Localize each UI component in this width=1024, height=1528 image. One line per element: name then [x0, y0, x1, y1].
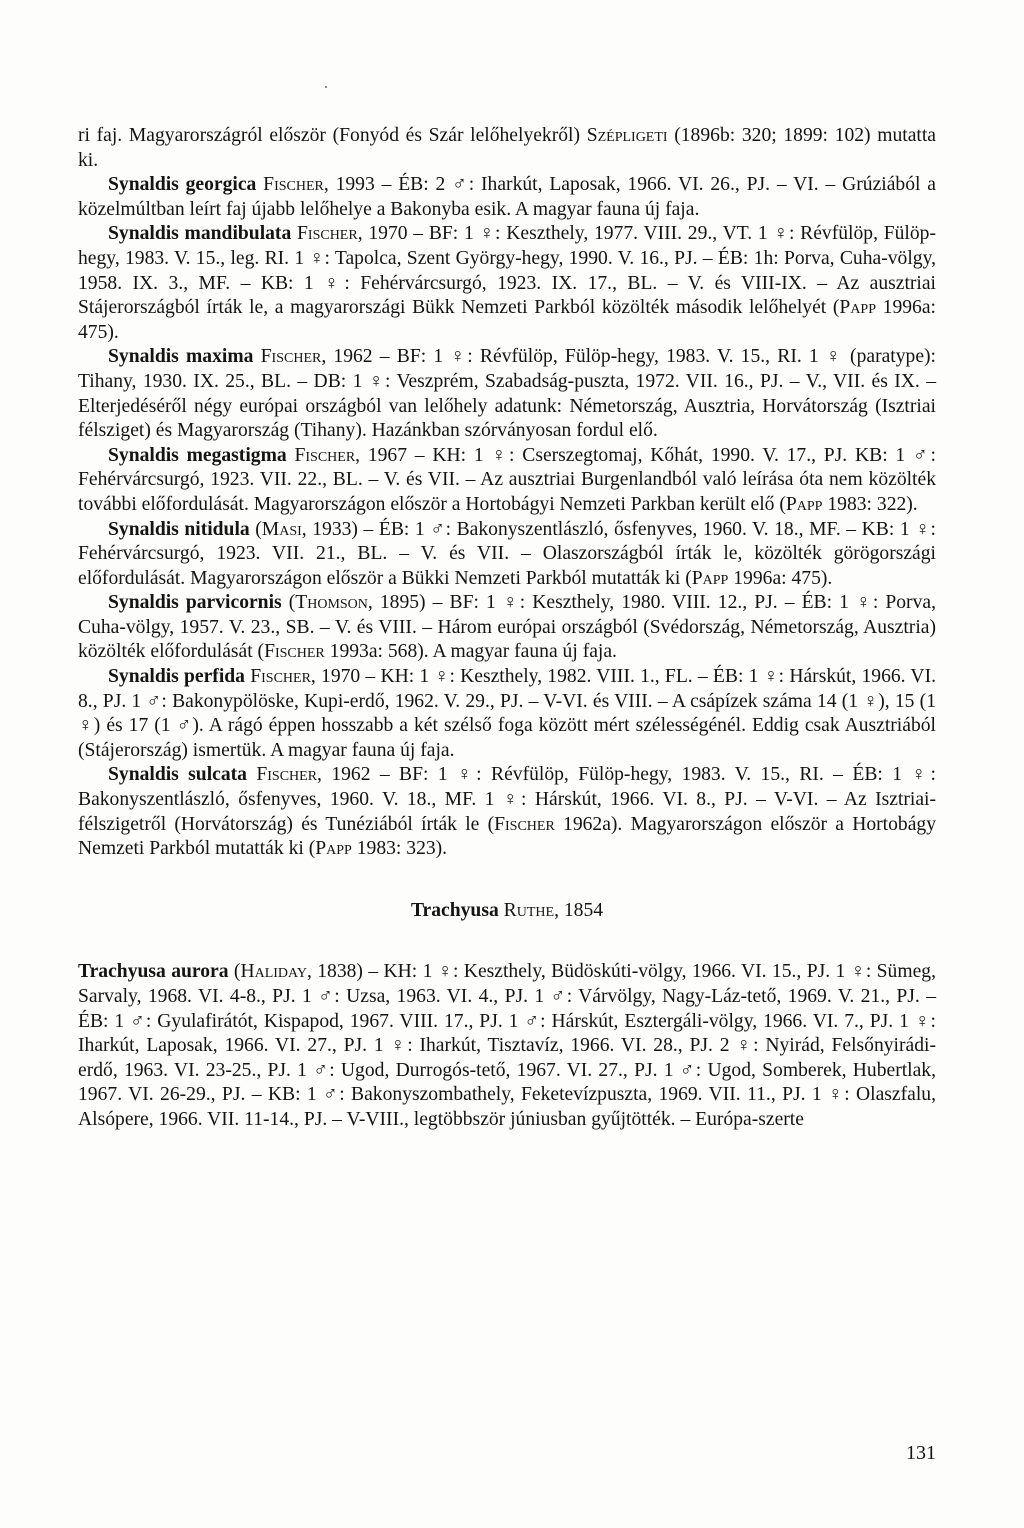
text-run: ri faj. Magyarországról először (Fonyód és Szár lelőhelyekről): [78, 125, 587, 146]
text-run: (: [249, 518, 262, 540]
species-entry: [78, 665, 936, 763]
text-run: [247, 764, 256, 785]
document-page: [78, 124, 936, 1133]
species-entry: [78, 444, 936, 518]
genus-author: Ruthe: [503, 899, 555, 921]
genus-heading: [78, 899, 936, 924]
author-name: Fischer: [294, 444, 356, 466]
author-name: Fischer: [264, 641, 325, 663]
author-name: Fischer: [260, 346, 322, 368]
species-name: Synaldis georgica: [108, 174, 257, 196]
scan-speck: [325, 86, 327, 88]
text-run: 1996a: 475).: [78, 297, 936, 343]
text-run: 1993a: 568). A magyar fauna új faja.: [324, 641, 617, 663]
text-run: , 1962 – BF: 1 ♀: Révfülöp, Fülöp-hegy, 1983. V. 15., RI. 1 ♀ (paratype): Tihany, 1930. IX. 25., BL. – DB: 1 ♀: Veszprém, Szabadság-puszta, 1972. VII. 16., PJ. – V., VII. és IX. – Elterjedéséről négy európai országból van lelőhely adatunk: Németország, Ausztria, Horvátország (Isztriai félsziget) és Magyarország (Tihany). Hazánkban szórványosan fordul elő.: [78, 346, 936, 442]
species-entry: [78, 763, 936, 861]
author-name: Papp: [691, 567, 729, 589]
text-run: , 1967 – KH: 1 ♀: Cserszegtomaj, Kőhát, 1990. V. 17., PJ. KB: 1 ♂: Fehérvárcsurgó, 1923. VII. 22., BL. – V. és VII. – Az ausztriai Burgenlandból való leírása óta nem közölték további előfordulását. Magyarországon először a Hortobágyi Nemzeti Parkban került elő (: [78, 444, 936, 515]
species-name: Synaldis mandibulata: [108, 223, 292, 245]
text-run: , 1895) – BF: 1 ♀: Keszthely, 1980. VIII. 12., PJ. – ÉB: 1 ♀: Porva, Cuha-völgy, 1957. V. 23., SB. – V. és VIII. – Három európai országból (Svédország, Németország, Ausztria) közölték előfordulását (: [78, 592, 936, 663]
species-name: Trachyusa aurora: [78, 961, 229, 983]
text-run: (: [281, 592, 296, 614]
text-run: 1962a). Magyarországon először a Hortobágy Nemzeti Parkból mutatták ki (: [78, 813, 937, 860]
author-name: Fischer: [256, 764, 318, 786]
species-name: Synaldis parvicornis: [108, 592, 282, 614]
text-run: , 1838) – KH: 1 ♀: Keszthely, Büdöskúti-völgy, 1966. VI. 15., PJ. 1 ♀: Sümeg, Sarvaly, 1968. VI. 4-8., PJ. 1 ♂: Uzsa, 1963. VI. 4., PJ. 1 ♂: Várvölgy, Nagy-Láz-tető, 1969. V. 21., PJ. – ÉB: 1 ♂: Gyulafirátót, Kispapod, 1967. VIII. 17., PJ. 1 ♂: Hárskút, Esztergáli-völgy, 1966. VI. 7., PJ. 1 ♀: Iharkút, Laposak, 1966. VI. 27., PJ. 1 ♀: Iharkút, Tisztavíz, 1966. VI. 28., PJ. 2 ♀: Nyirád, Felsőnyirádi-erdő, 1963. VI. 23-25., PJ. 1 ♂: Ugod, Durrogós-tető, 1967. VI. 27., PJ. 1 ♂: Ugod, Somberek, Hubertlak, 1967. VI. 26-29., PJ. – KB: 1 ♂: Bakonyszombathely, Feketevízpuszta, 1969. VII. 11., PJ. 1 ♀: Olaszfalu, Alsópere, 1966. VII. 11-14., PJ. – V-VIII., legtöbbször júniusban gyűjtötték. – Európa-szerte: [78, 961, 936, 1130]
text-run: 1996a: 475).: [728, 567, 833, 589]
genus-year: , 1854: [554, 899, 604, 921]
text-run: , 1993 – ÉB: 2 ♂: Iharkút, Laposak, 1966. VI. 26., PJ. – VI. – Grúziából a közelmúltban leírt faj újabb lelőhelye a Bakonyba esik. A magyar fauna új faja.: [78, 174, 936, 220]
species-entry: [78, 124, 936, 173]
author-name: Haliday: [240, 961, 307, 983]
species-entry: [78, 173, 936, 222]
text-run: [253, 346, 260, 367]
text-run: , 1962 – BF: 1 ♀: Révfülöp, Fülöp-hegy, 1983. V. 15., RI. – ÉB: 1 ♀: Bakonyszentlászló, ősfenyves, 1960. V. 18., MF. 1 ♀: Hárskút, 1966. VI. 8., PJ. – V-VI. – Az Isztriai-félszigetről (Horvátország) és Tunéziából írták le (: [78, 764, 937, 835]
author-name: Fischer: [263, 174, 324, 196]
species-name: Synaldis perfida: [108, 666, 245, 688]
author-name: Papp: [315, 838, 352, 860]
text-run: (: [228, 961, 241, 983]
species-entry: [78, 518, 936, 592]
species-entry: [78, 345, 936, 443]
text-run: (1896b: 320; 1899: 102) mutatta ki.: [78, 125, 936, 171]
author-name: Fischer: [250, 666, 311, 688]
genus-name: Trachyusa: [410, 899, 499, 921]
species-entry: [78, 960, 936, 1132]
species-name: Synaldis nitidula: [108, 518, 250, 540]
species-name: Synaldis megastigma: [108, 444, 287, 466]
author-name: Masi: [261, 518, 302, 540]
text-run: , 1970 – BF: 1 ♀: Keszthely, 1977. VIII. 29., VT. 1 ♀: Révfülöp, Fülöp-hegy, 1983. V. 15., leg. RI. 1 ♀: Tapolca, Szent György-hegy, 1990. V. 16., PJ. – ÉB: 1h: Porva, Cuha-völgy, 1958. IX. 3., MF. – KB: 1 ♀: Fehérvárcsurgó, 1923. IX. 17., BL. – V. és VIII-IX. – Az ausztriai Stájerországból írták le, a magyarországi Bükk Nemzeti Parkból közölték második lelőhelyét (: [78, 223, 936, 319]
species-entry: [78, 222, 936, 345]
author-name: Fischer: [297, 223, 358, 245]
text-run: , 1970 – KH: 1 ♀: Keszthely, 1982. VIII. 1., FL. – ÉB: 1 ♀: Hárskút, 1966. VI. 8., PJ. 1 ♂: Bakonypölöske, Kupi-erdő, 1962. V. 29., PJ. – V-VI. és VIII. – A csápízek száma 14 (1 ♀), 15 (1 ♀) és 17 (1 ♂). A rágó éppen hosszabb a két szélső foga között mért szélességénél. Eddig csak Ausztriából (Stájerország) ismertük. A magyar fauna új faja.: [78, 666, 936, 761]
species-name: Synaldis sulcata: [108, 764, 247, 786]
author-name: Thomson: [295, 592, 368, 614]
author-name: Papp: [839, 297, 877, 319]
text-run: 1983: 322).: [822, 493, 918, 515]
author-name: Fischer: [494, 813, 555, 835]
text-run: , 1933) – ÉB: 1 ♂: Bakonyszentlászló, ősfenyves, 1960. V. 18., MF. – KB: 1 ♀: Fehérvárcsurgó, 1923. VII. 21., BL. – V. és VII. – Olaszországból írták le, közölték görögországi előfordulását. Magyarországon először a Bükki Nemzeti Parkból mutatták ki (: [78, 518, 936, 589]
author-name: Papp: [785, 493, 823, 515]
text-run: 1983: 323).: [351, 838, 448, 860]
page-number: 131: [906, 1442, 936, 1464]
species-entry: [78, 591, 936, 665]
author-name: Szépligeti: [586, 125, 668, 146]
species-name: Synaldis maxima: [108, 346, 254, 368]
